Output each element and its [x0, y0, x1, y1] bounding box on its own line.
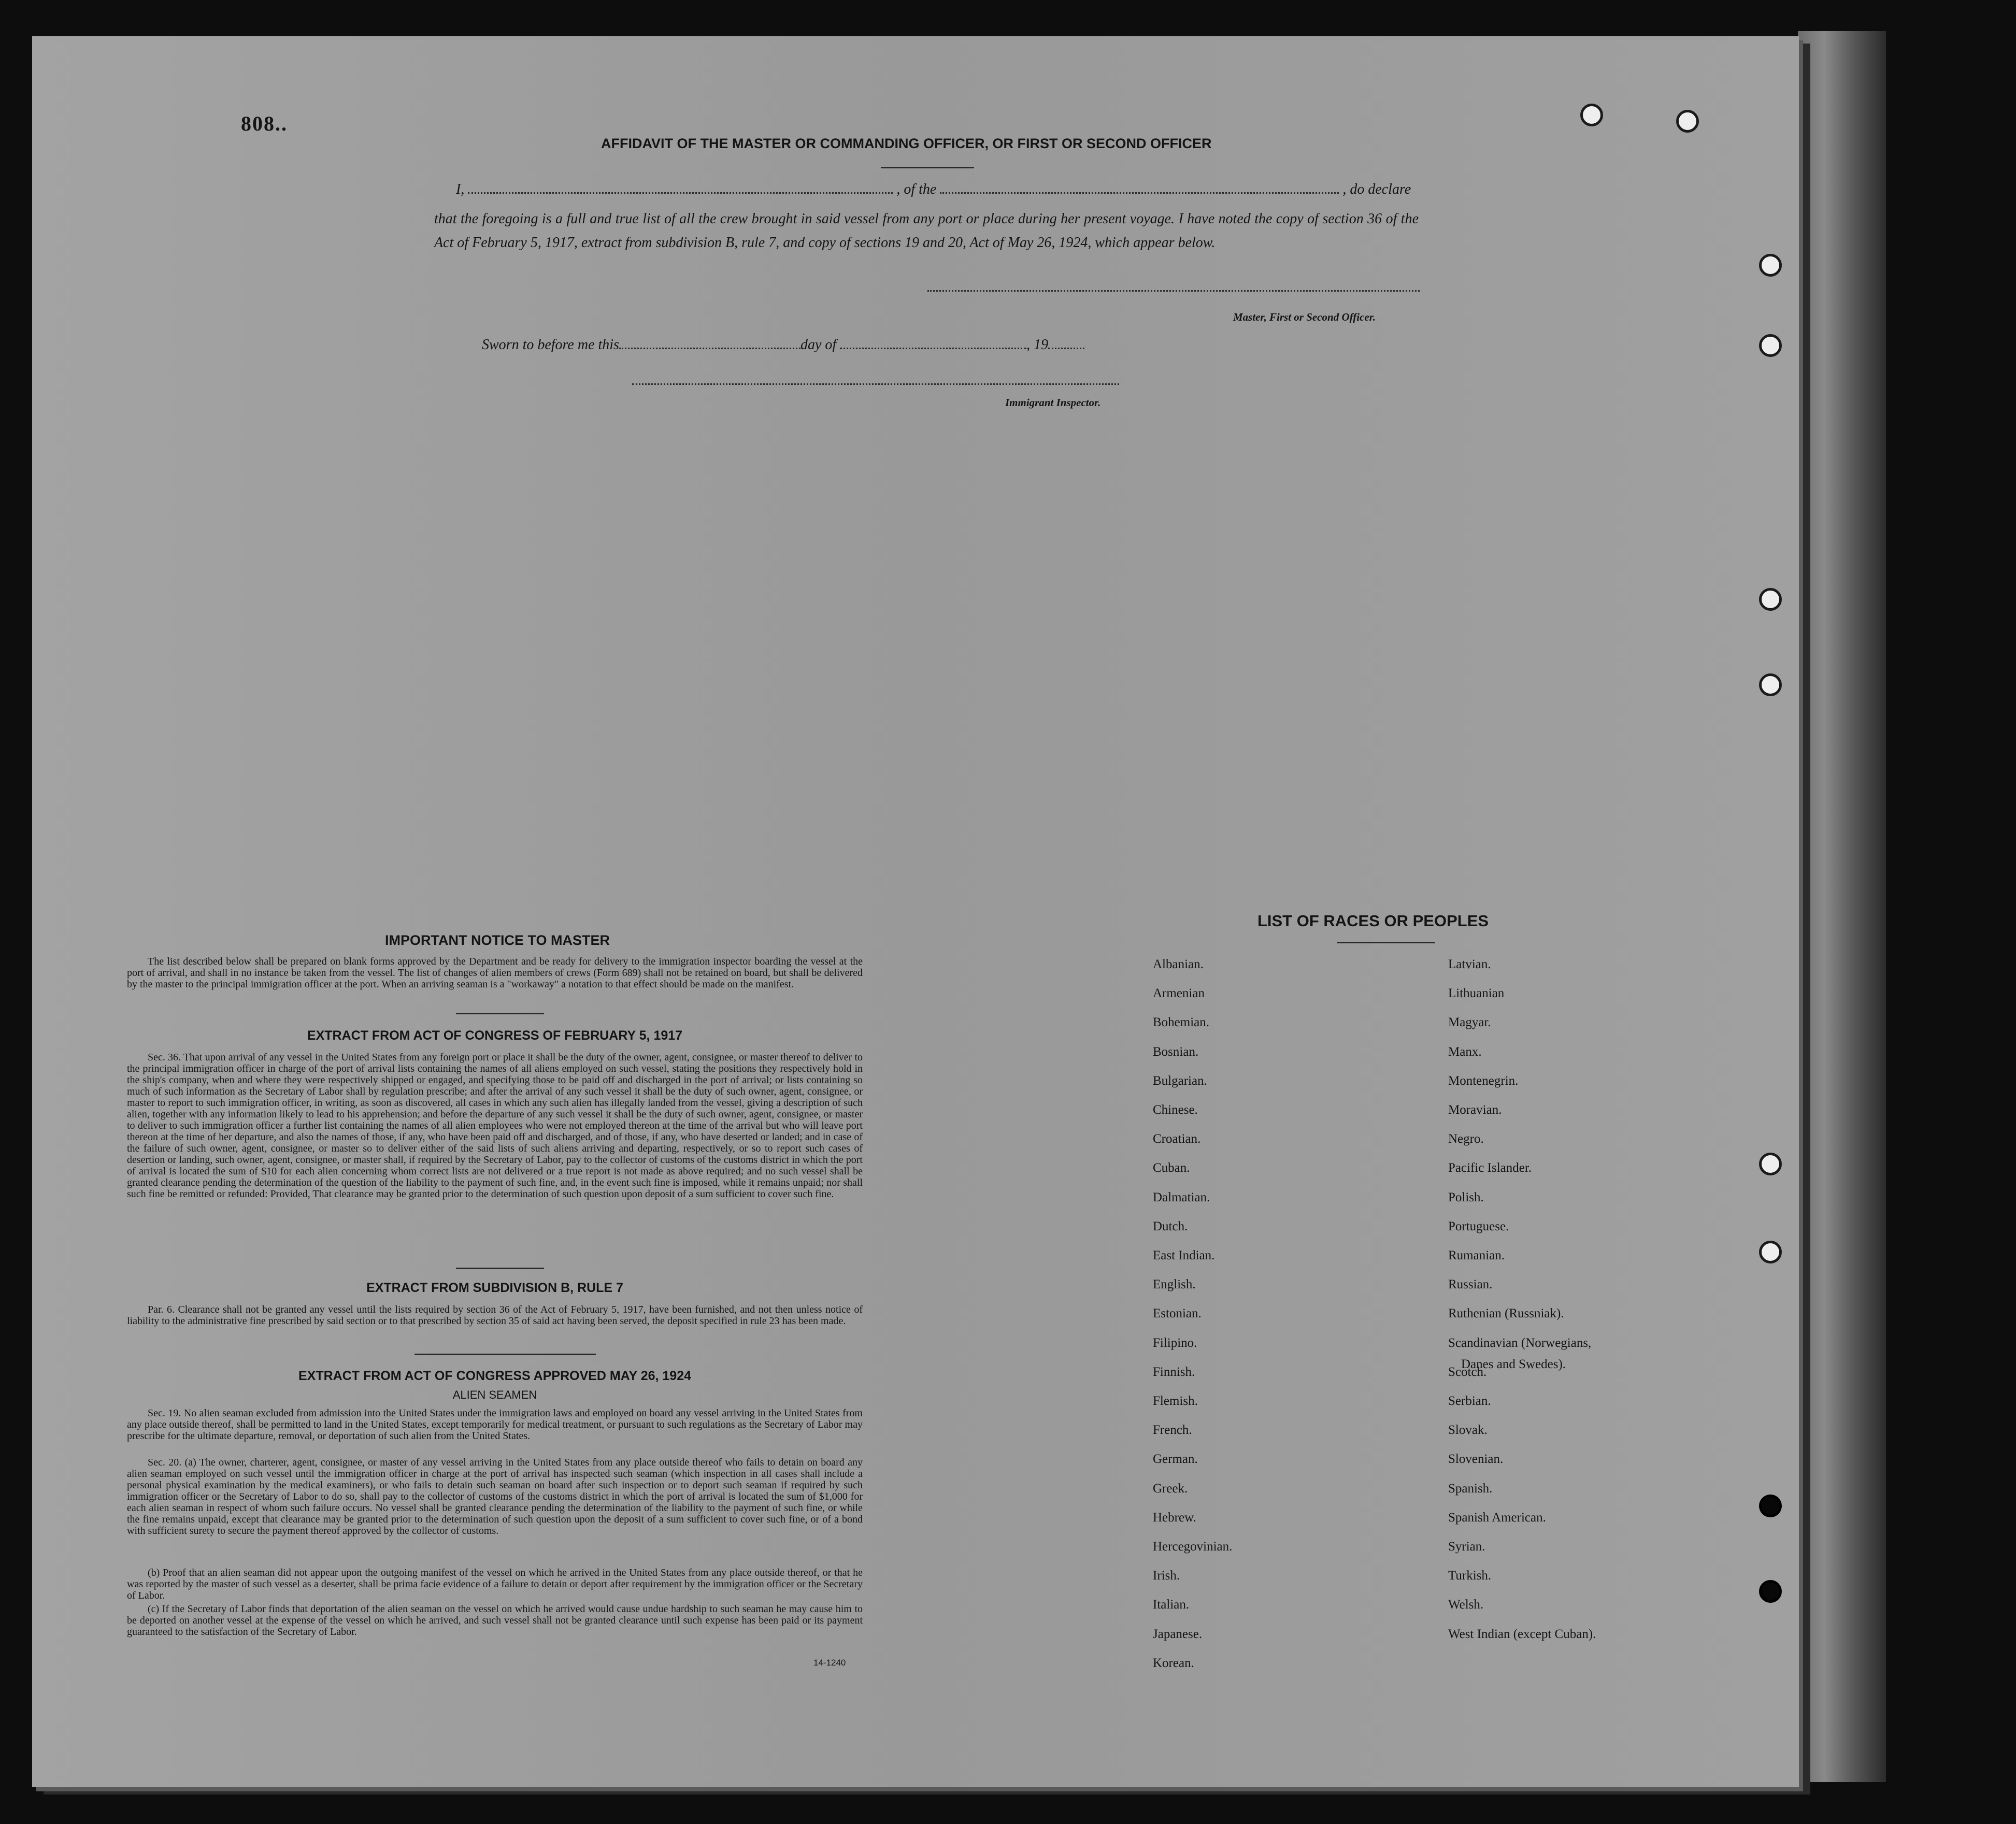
sworn-day-field[interactable] — [619, 348, 800, 349]
race-item: Cuban. — [1153, 1161, 1190, 1175]
race-item: Filipino. — [1153, 1336, 1197, 1350]
notice-body: The list described below shall be prepared on blank forms approved by the Department and be ready for delivery to the immigration inspector boarding the vessel at the port of arrival, and shall in no instance be taken from the vessel. The list of changes of alien members of crews (Form 689) shall not be retained on board, but shall be delivered by the master to the principal immigration officer at the port. When an arriving seaman is a "workaway" a notation to that effect should be made on the manifest. — [127, 956, 863, 990]
sec20a-body: Sec. 20. (a) The owner, charterer, agent, consignee, or master of any vessel arriving in the United States from any place outside thereof who fails to detain on board any alien seaman employed on such vessel until the immigration officer in charge at the port of arrival has inspected such seaman (which inspection in all cases shall include a personal physical examination by the medical examiners), or who fails to detain such seaman on board after such inspection or to deport such seaman if required by such immigration officer or the Secretary of Labor to do so, shall pay to the collector of customs of the customs district in which the port of arrival is located the sum of $1,000 for each alien seaman in respect of whom such failure occurs. No vessel shall be granted clearance pending the determination of the liability to the payment of such fine, or while the fine remains unpaid, except that clearance may be granted prior to the determination of such question upon the deposit of a sum sufficient to cover such fine, or of a bond with sufficient surety to secure the payment thereof approved by the collector of customs. — [127, 1457, 863, 1536]
race-item: Negro. — [1448, 1132, 1484, 1146]
race-item: Serbian. — [1448, 1394, 1491, 1408]
race-item: Polish. — [1448, 1190, 1484, 1204]
race-item: Armenian — [1153, 986, 1205, 1000]
form-number: 14-1240 — [813, 1658, 846, 1668]
extract2-title: EXTRACT FROM SUBDIVISION B, RULE 7 — [366, 1281, 623, 1295]
vessel-label: , of the — [896, 181, 937, 197]
race-item: Magyar. — [1448, 1015, 1491, 1029]
race-item: Spanish. — [1448, 1482, 1493, 1496]
underlying-page-edge — [1798, 31, 1886, 1782]
extract3-subtitle: ALIEN SEAMEN — [452, 1388, 537, 1401]
extract2-body: Par. 6. Clearance shall not be granted any vessel until the lists required by section 36 of the Act of February 5, 1917, have been furnished, and not then unless notice of liability to the administrative fine prescribed by said section or to that prescribed by section 35 of said act having been served, the deposit specified in rule 23 has been made. — [127, 1304, 863, 1327]
race-item: Spanish American. — [1448, 1511, 1546, 1525]
extract2-rule — [456, 1268, 544, 1269]
punch-hole — [1759, 1153, 1782, 1175]
race-item: German. — [1153, 1452, 1198, 1466]
punch-hole — [1759, 673, 1782, 696]
race-item: Russian. — [1448, 1277, 1493, 1291]
sworn-label: Sworn to before me this — [482, 337, 619, 353]
title-rule — [881, 167, 974, 168]
race-item: Albanian. — [1153, 957, 1204, 971]
race-item: Syrian. — [1448, 1540, 1485, 1554]
declarant-label: I, — [456, 181, 465, 197]
race-item: Portuguese. — [1448, 1219, 1509, 1233]
punch-hole — [1759, 1495, 1782, 1517]
extract3-rule — [414, 1354, 596, 1355]
master-signature-field[interactable] — [927, 290, 1420, 292]
race-item: Croatian. — [1153, 1132, 1201, 1146]
race-item: French. — [1153, 1423, 1192, 1437]
race-item: Latvian. — [1448, 957, 1491, 971]
race-item: West Indian (except Cuban). — [1448, 1627, 1596, 1641]
declarant-name-field[interactable] — [468, 192, 893, 194]
race-item: Scotch. — [1448, 1365, 1487, 1379]
race-item: Bohemian. — [1153, 1015, 1210, 1029]
punch-hole — [1759, 1580, 1782, 1603]
inspector-signature-field[interactable] — [632, 383, 1119, 385]
race-item: Chinese. — [1153, 1103, 1198, 1117]
master-signature-label: Master, First or Second Officer. — [1233, 311, 1376, 323]
punch-hole — [1580, 104, 1603, 126]
sec19-body: Sec. 19. No alien seaman excluded from admission into the United States under the immigration laws and employed on board any vessel arriving in the United States from any place outside thereof, shall be permitted to land in the United States, except temporarily for medical treatment, or pursuant to such regulations as the Secretary of Labor may prescribe for the ultimate departure, removal, or deportation of such alien from the United States. — [127, 1408, 863, 1442]
punch-hole — [1759, 334, 1782, 357]
punch-hole — [1759, 1241, 1782, 1263]
race-item: Manx. — [1448, 1045, 1482, 1059]
year-label: , 19 — [1026, 337, 1049, 353]
race-item: Turkish. — [1448, 1569, 1492, 1583]
race-item: Montenegrin. — [1448, 1074, 1519, 1088]
declare-label: , do declare — [1342, 181, 1411, 197]
race-item: Flemish. — [1153, 1394, 1198, 1408]
race-item: Hebrew. — [1153, 1511, 1196, 1525]
sworn-line — [482, 337, 1084, 353]
day-of-label: day of — [800, 337, 837, 353]
affidavit-title: AFFIDAVIT OF THE MASTER OR COMMANDING OFFICER, OR FIRST OR SECOND OFFICER — [601, 136, 1212, 151]
race-item-scandinavian-cont: Danes and Swedes). — [1461, 1357, 1566, 1371]
race-item: Dutch. — [1153, 1219, 1188, 1233]
punch-hole — [1759, 254, 1782, 277]
race-item: Irish. — [1153, 1569, 1180, 1583]
sworn-month-field[interactable] — [840, 348, 1026, 349]
race-item: Italian. — [1153, 1598, 1190, 1612]
sworn-year-field[interactable] — [1048, 348, 1084, 349]
race-item: Scandinavian (Norwegians, — [1448, 1336, 1592, 1350]
race-item: Estonian. — [1153, 1306, 1202, 1320]
race-item: East Indian. — [1153, 1248, 1215, 1262]
race-item: Dalmatian. — [1153, 1190, 1210, 1204]
punch-hole — [1676, 110, 1699, 133]
race-item: Pacific Islander. — [1448, 1161, 1532, 1175]
race-item: Finnish. — [1153, 1365, 1195, 1379]
punch-hole — [1759, 588, 1782, 611]
race-item: Bulgarian. — [1153, 1074, 1207, 1088]
sec20b-body: (b) Proof that an alien seaman did not appear upon the outgoing manifest of the vessel on which he arrived in the United States from any place outside thereof, or that he was reported by the master of such vessel as a deserter, shall be prima facie evidence of a failure to detain or deport after requirement by the immigration officer or the Secretary of Labor. — [127, 1567, 863, 1601]
race-item: Ruthenian (Russniak). — [1448, 1306, 1564, 1320]
extract1-body: Sec. 36. That upon arrival of any vessel in the United States from any foreign port or place it shall be the duty of the owner, agent, consignee, or master thereof to deliver to the principal immigration officer in charge of the port of arrival lists containing the names of all aliens employed on such vessel, stating the positions they respectively hold in the ship's company, when and where they were respectively shipped or engaged, and specifying those to be paid off and discharged in the port of arrival; or lists containing so much of such information as the Secretary of Labor shall by regulation prescribe; and after the arrival of any such vessel it shall be the duty of such owner, agent, consignee, or master to report to such immigration officer, in writing, as soon as discovered, all cases in which any such alien has illegally landed from the vessel, giving a description of such alien, together with any information likely to lead to his apprehension; and before the departure of any such vessel it shall be the duty of such owner, agent, consignee, or master to deliver to such immigration officer a further list containing the names of all alien employees who were not employed thereon at the time of the arrival but who will leave port thereon at the time of her departure, and also the names of those, if any, who have been paid off and discharged, and of those, if any, who have deserted or landed; and in case of the failure of such owner, agent, consignee, or master so to deliver either of the said lists of such aliens arriving and departing, respectively, or so to report such cases of desertion or landing, such owner, agent, consignee, or master shall, if required by the Secretary of Labor, pay to the collector of customs of the customs district in which the port of arrival is located the sum of $10 for each alien concerning whom correct lists are not delivered or a true report is not made as above required; and no such vessel shall be granted clearance pending the determination of the question of the liability to the payment of such fine, and, in the event such fine is imposed, while it remains unpaid; nor shall such fine be remitted or refunded: Provided, That clearance may be granted prior to the determination of such question upon deposit of a sum sufficient to cover such fine. — [127, 1052, 863, 1200]
race-item: English. — [1153, 1277, 1196, 1291]
stamp-number: 808.. — [241, 112, 288, 135]
declaration-line — [456, 181, 1411, 198]
races-rule — [1337, 942, 1435, 943]
extract3-title: EXTRACT FROM ACT OF CONGRESS APPROVED MAY 26, 1924 — [298, 1369, 692, 1383]
vessel-name-field[interactable] — [940, 192, 1339, 194]
race-item: Korean. — [1153, 1656, 1194, 1670]
extract1-title: EXTRACT FROM ACT OF CONGRESS OF FEBRUARY 5, 1917 — [307, 1028, 683, 1043]
race-item: Welsh. — [1448, 1598, 1484, 1612]
race-item: Hercegovinian. — [1153, 1540, 1233, 1554]
inspector-signature-label: Immigrant Inspector. — [1005, 396, 1101, 409]
race-item: Japanese. — [1153, 1627, 1203, 1641]
race-item: Rumanian. — [1448, 1248, 1505, 1262]
race-item: Slovenian. — [1448, 1452, 1504, 1466]
notice-title: IMPORTANT NOTICE TO MASTER — [385, 932, 610, 948]
notice-rule — [456, 1013, 544, 1014]
sec20c-body: (c) If the Secretary of Labor finds that deportation of the alien seaman on the vessel on which he arrived would cause undue hardship to such seaman he may cause him to be deported on another vessel at the expense of the vessel on which he arrived, and such vessel shall not be granted clearance until such expense has been paid or its payment guaranteed to the satisfaction of the Secretary of Labor. — [127, 1603, 863, 1638]
race-item: Moravian. — [1448, 1103, 1502, 1117]
race-item: Lithuanian — [1448, 986, 1505, 1000]
race-item: Bosnian. — [1153, 1045, 1199, 1059]
affidavit-body: that the foregoing is a full and true list of all the crew brought in said vessel from any port or place during her present voyage. I have noted the copy of section 36 of the Act of February 5, 1917, extract from subdivision B, rule 7, and copy of sections 19 and 20, Act of May 26, 1924, which appear below. — [434, 211, 1419, 251]
race-item: Greek. — [1153, 1482, 1188, 1496]
races-title: LIST OF RACES OR PEOPLES — [1257, 912, 1489, 930]
race-item: Slovak. — [1448, 1423, 1488, 1437]
